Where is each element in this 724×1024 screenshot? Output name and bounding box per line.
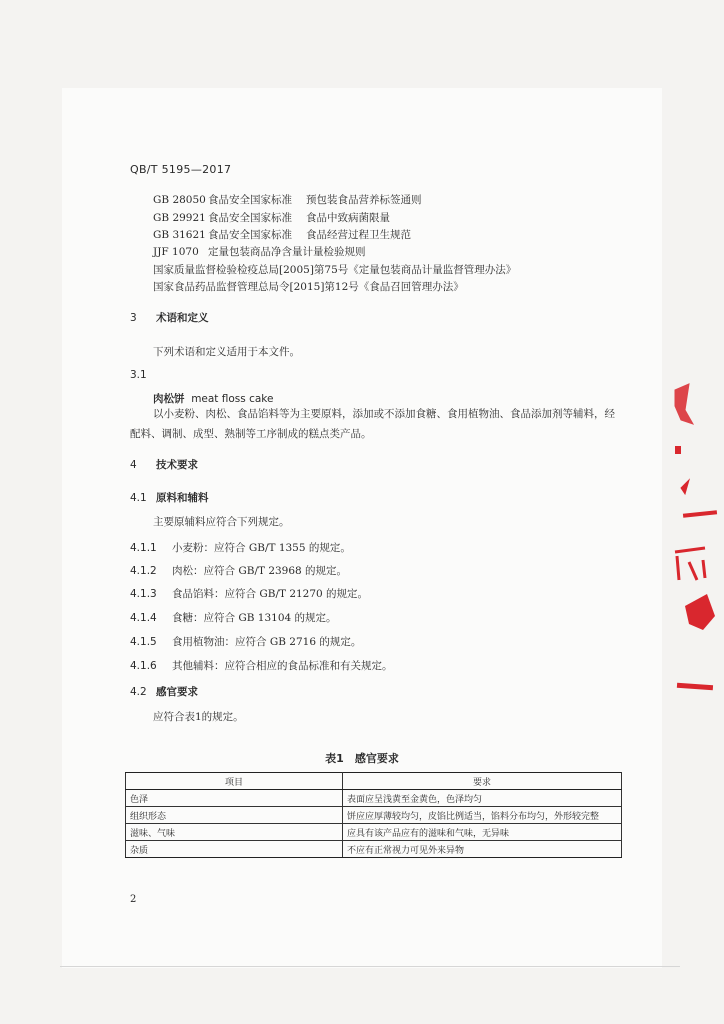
section-number: 3 [130,312,137,324]
clause-text: 食糖：应符合 GB 13104 的规定。 [172,612,337,624]
paragraph: 下列术语和定义适用于本文件。 [153,346,300,358]
scan-edge-line [60,966,680,967]
section-title: 技术要求 [156,459,198,471]
reference-category: 定量包装商品净含量计量检验规则 [208,246,366,258]
table-cell: 表面应呈浅黄至金黄色，色泽均匀 [343,790,622,807]
clause-item [130,563,347,578]
clause-number: 4.1.2 [130,565,157,577]
reference-title: 食品中致病菌限量 [306,212,390,224]
reference-category: 食品安全国家标准 [208,194,292,206]
regulation-line: 国家食品药品监督管理总局令[2015]第12号《食品召回管理办法》 [153,281,464,293]
term-number: 3.1 [130,369,147,381]
reference-title: 食品经营过程卫生规范 [306,229,411,241]
table-cell: 色泽 [126,790,343,807]
red-seal-fragment [645,380,724,710]
seal-mark [675,446,681,454]
table-cell: 滋味、气味 [126,824,343,841]
page-number: 2 [130,894,137,905]
column-header: 要求 [343,773,622,790]
term-name-en: meat floss cake [191,393,274,405]
seal-star-fragment [685,594,715,630]
seal-mark [677,683,713,690]
clause-text: 小麦粉：应符合 GB/T 1355 的规定。 [172,542,351,554]
reference-line [153,192,422,207]
sensory-requirements-table [125,772,622,858]
reference-code: GB 28050 [153,194,206,206]
clause-item [130,540,351,555]
table-cell: 杂质 [126,841,343,858]
reference-line [153,244,366,259]
reference-code: GB 29921 [153,212,206,224]
document-code: QB/T 5195—2017 [130,163,232,176]
section-title: 术语和定义 [156,312,209,324]
reference-category: 食品安全国家标准 [208,229,292,241]
subsection-title: 原料和辅料 [156,492,209,504]
table-cell: 饼应应厚薄较均匀，皮馅比例适当，馅料分布均匀，外形较完整 [343,807,622,824]
term-name-cn: 肉松饼 [153,393,185,405]
column-header: 项目 [126,773,343,790]
seal-mark [683,510,717,518]
subsection-title: 感官要求 [156,686,198,698]
subsection-heading [130,490,209,505]
table-cell: 组织形态 [126,807,343,824]
clause-number: 4.1.6 [130,660,157,672]
clause-text: 食品馅料：应符合 GB/T 21270 的规定。 [172,588,369,600]
clause-text: 肉松：应符合 GB/T 23968 的规定。 [172,565,348,577]
clause-item [130,658,393,673]
subsection-number: 4.2 [130,686,147,698]
term-definition: 以小麦粉、肉松、食品馅料等为主要原料，添加或不添加食糖、食用植物油、食品添加剂等辅料，经配料、调制、成型、熟制等工序制成的糕点类产品。 [130,408,615,440]
clause-text: 食用植物油：应符合 GB 2716 的规定。 [172,636,362,648]
clause-number: 4.1.5 [130,636,157,648]
clause-text: 其他辅料：应符合相应的食品标准和有关规定。 [172,660,393,672]
subsection-number: 4.1 [130,492,147,504]
table-row [126,790,622,807]
table-cell: 不应有正常视力可见外来异物 [343,841,622,858]
clause-number: 4.1.3 [130,588,157,600]
section-heading [130,310,209,325]
seal-mark [675,384,693,424]
table-caption: 表1 感官要求 [325,752,399,765]
clause-item [130,634,361,649]
seal-mark [675,548,705,580]
reference-line [153,227,411,242]
reference-code: JJF 1070 [153,246,199,258]
table-header-row [126,773,622,790]
section-heading [130,457,198,472]
clause-item [130,610,337,625]
clause-number: 4.1.4 [130,612,157,624]
paragraph: 应符合表1的规定。 [153,711,244,723]
table-cell: 应具有该产品应有的滋味和气味，无异味 [343,824,622,841]
reference-category: 食品安全国家标准 [208,212,292,224]
reference-code: GB 31621 [153,229,206,241]
regulation-line: 国家质量监督检验检疫总局[2005]第75号《定量包装商品计量监督管理办法》 [153,264,517,276]
paragraph: 主要原辅料应符合下列规定。 [153,516,290,528]
table-row [126,841,622,858]
reference-title: 预包装食品营养标签通则 [306,194,422,206]
reference-line [153,210,390,225]
clause-number: 4.1.1 [130,542,157,554]
seal-mark [681,480,689,494]
table-row [126,807,622,824]
table-row [126,824,622,841]
section-number: 4 [130,459,137,471]
subsection-heading [130,684,198,699]
clause-item [130,586,368,601]
